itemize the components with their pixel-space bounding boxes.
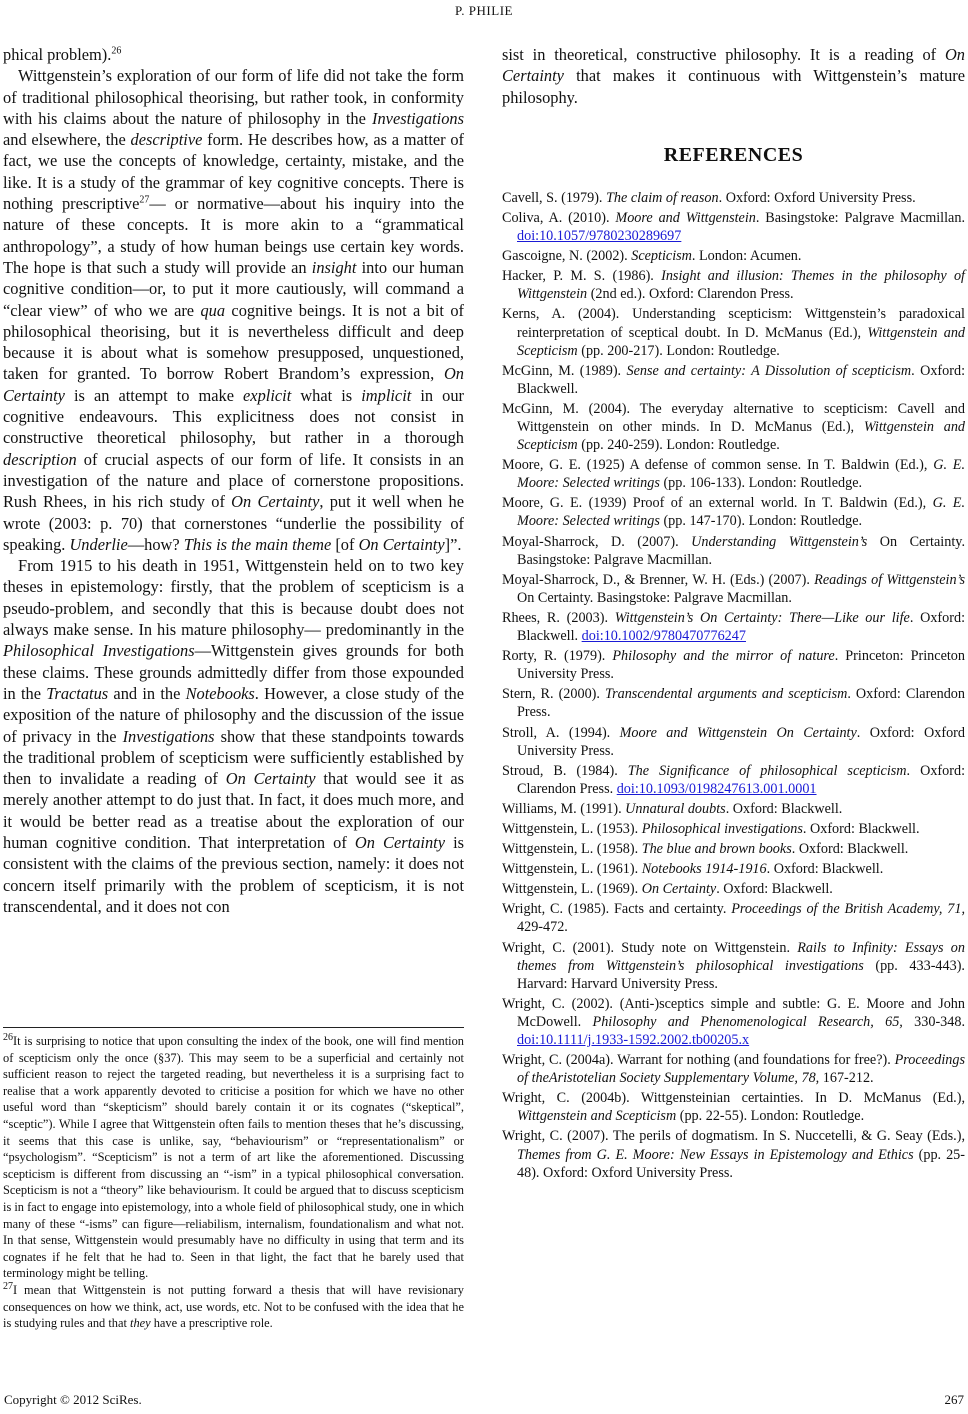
page-number: 267 xyxy=(944,1392,964,1407)
doi-link[interactable]: doi:10.1111/j.1933-1592.2002.tb00205.x xyxy=(517,1032,750,1049)
reference-item: Coliva, A. (2010). Moore and Wittgenstein. Basingstoke: Palgrave Macmillan. doi:10.1057/9780230289697 xyxy=(502,209,965,245)
footnote-divider xyxy=(3,1027,464,1028)
reference-item: McGinn, M. (1989). Sense and certainty: A Dissolution of scepticism. Oxford: Blackwell. xyxy=(502,362,966,397)
paragraph-2: Wittgenstein’s exploration of our form of life did not take the form of traditional philosophical theorising, but rather took, in conformity with his claims about the nature of philosophy in the Investigations and elsewhere, the descriptive form. He describes how, as a matter of fact, we use the concepts of knowledge, certainty, mistake, and the like. It is a study of the grammar of key cognitive concepts. There is nothing prescriptive$^{27}$— or normative—about his inquiry into the nature of these concepts. It is more akin to a “grammatical anthropology”, a study of how human beings use certain key words. The hope is that such a study will provide an insight into our human cognitive condition—or, to put it more cautiously, will command a “clear view” of who we are qua cognitive beings. It is not a bit of philosophical theorising, but it is nevertheless difficult and deep because it is about what is somehow presupposed, unquestioned, taken for granted. To borrow Robert Brandom’s expression, On Certainty is an attempt to make explicit what is implicit in our cognitive endeavours. This explicitness does not consist in constructive theoretical philosophy, but rather in a thorough description of crucial aspects of our form of life. It consists in an investigation of the nature and place of cornerstone propositions. Rush Rhees, in his rich study of On Certainty, put it well when he wrote (2003: p. 70) that cornerstones “underlie the possibility of speaking. Underlie—how? This is the main theme [of On Certainty]”. xyxy=(3,66,465,554)
doi-link[interactable]: doi:10.1093/0198247613.001.0001 xyxy=(616,780,817,797)
reference-item: Cavell, S. (1979). The claim of reason. Oxford: Oxford University Press. xyxy=(502,189,916,206)
reference-item: Wright, C. (2004a). Warrant for nothing (and foundations for free?). Proceedings of theAristotelian Society Supplementary Volume, 78, 167-212. xyxy=(502,1052,965,1087)
reference-item: Wright, C. (2007). The perils of dogmatism. In S. Nuccetelli, & G. Seay (Eds.), Themes from G. E. Moore: New Essays in Epistemology and Ethics (pp. 25-48). Oxford: Oxford University Press. xyxy=(502,1128,966,1181)
reference-item: Stroud, B. (1984). The Significance of philosophical scepticism. Oxford: Clarendon Press. doi:10.1093/0198247613.001.0001 xyxy=(502,762,966,797)
references-heading: REFERENCES xyxy=(663,143,804,166)
reference-item: Moyal-Sharrock, D. (2007). Understanding Wittgenstein’s On Certainty. Basingstoke: Palgrave Macmillan. xyxy=(502,533,965,568)
reference-list xyxy=(502,189,965,1182)
reference-item: Stern, R. (2000). Transcendental arguments and scepticism. Oxford: Clarendon Press. xyxy=(502,686,965,721)
footnote-26: $^{26}$It is surprising to notice that upon consulting the index of the book, one will find mention of scepticism only the once (§37). This may seem to be a superficial and certainly not sufficient reason to reject the targeted reading, but nevertheless it is a surprising fact to realise that a work apparently devoted to criticise a position for which we have no other useful word than “skepticism” should barely contain it or its cognates (“skeptical”, “sceptic”). While I agree that Wittgenstein often fails to mention theses that he’s discussing, it seems that this case is unlike, say, “behaviourism” or “representationalism” or “psychologism”. “Scepticism” is not a term of art like the aforementioned. Discussing scepticism is different from discussing an “-ism” in a typical philosophical conversation. Scepticism is not a “theory” like behaviourism. It could be argued that to discuss scepticism is in fact to engage into epistemology, into a whole field of philosophical study, one in which many of these “-isms” can figure—reliabilism, internalism, foundationalism and what not. In that sense, Wittgenstein would presumably have no difficulty in using that term and its cognates if he felt that he had to. Seen in that light, the fact that he barely used that terminology might be telling. xyxy=(3,1031,464,1281)
reference-item: Kerns, A. (2004). Understanding scepticism: Wittgenstein’s paradoxical reinterpretation of sceptical doubt. In D. McManus (Ed.), Wittgenstein and Scepticism (pp. 200-217). London: Routledge. xyxy=(502,306,966,359)
reference-item: Wittgenstein, L. (1961). Notebooks 1914-1916. Oxford: Blackwell. xyxy=(502,861,884,878)
reference-item: Stroll, A. (1994). Moore and Wittgenstein On Certainty. Oxford: Oxford University Press. xyxy=(502,724,965,759)
reference-item: Wright, C. (2004b). Wittgensteinian certainties. In D. McManus (Ed.), Wittgenstein and Scepticism (pp. 22-55). London: Routledge. xyxy=(502,1090,965,1125)
left-column xyxy=(3,44,465,1331)
reference-item: Rhees, R. (2003). Wittgenstein’s On Certainty: There—Like our life. Oxford: Blackwell. doi:10.1002/9780470776247 xyxy=(502,609,966,645)
doi-link[interactable]: doi:10.1002/9780470776247 xyxy=(581,628,746,645)
running-head: P. PHILIE xyxy=(455,3,513,18)
paragraph-3: From 1915 to his death in 1951, Wittgenstein held on to two key theses in epistemology: firstly, that the problem of scepticism is a pseudo-problem, and secondly that this is because doubt does not always make sense. In his mature philosophy— predominantly in the Philosophical Investigations—Wittgenstein gives grounds for both these claims. These grounds admittedly differ from those expounded in the Tractatus and in the Notebooks. However, a close study of the exposition of the nature of philosophy and the discussion of the issue of privacy in the Investigations show that these standpoints towards the traditional problem of scepticism were sufficiently established by then to invalidate a reading of On Certainty that would see it as merely another attempt to do just that. In fact, it does much more, and it would be better read as a treatise about the exploration of our human cognitive condition. That interpretation of On Certainty is consistent with the claims of the previous section, namely: it does not concern itself primarily with the problem of scepticism, it is not transcendental, and it does not con xyxy=(3,556,465,916)
reference-item: Moore, G. E. (1925) A defense of common sense. In T. Baldwin (Ed.), G. E. Moore: Selected writings (pp. 106-133). London: Routledge. xyxy=(502,457,965,492)
reference-item: Hacker, P. M. S. (1986). Insight and illusion: Themes in the philosophy of Wittgenstein (2nd ed.). Oxford: Clarendon Press. xyxy=(502,268,965,303)
reference-item: Wittgenstein, L. (1969). On Certainty. Oxford: Blackwell. xyxy=(502,881,833,898)
paragraph-1: phical problem).$^{26}$ xyxy=(3,45,122,64)
doi-link[interactable]: doi:10.1057/9780230289697 xyxy=(517,228,682,245)
footnote-ref-27[interactable]: 27 xyxy=(139,194,150,206)
reference-item: Wittgenstein, L. (1958). The blue and brown books. Oxford: Blackwell. xyxy=(502,841,909,858)
reference-item: Williams, M. (1991). Unnatural doubts. Oxford: Blackwell. xyxy=(502,800,843,817)
right-column xyxy=(502,44,965,1184)
reference-item: McGinn, M. (2004). The everyday alternative to scepticism: Cavell and Wittgenstein on other minds. In D. McManus (Ed.), Wittgenstein and Scepticism (pp. 240-259). London: Routledge. xyxy=(502,400,966,454)
reference-item: Wittgenstein, L. (1953). Philosophical investigations. Oxford: Blackwell. xyxy=(502,820,920,837)
reference-item: Gascoigne, N. (2002). Scepticism. London: Acumen. xyxy=(502,248,802,265)
reference-item: Moyal-Sharrock, D., & Brenner, W. H. (Eds.) (2007). Readings of Wittgenstein’s On Certainty. Basingstoke: Palgrave Macmillan. xyxy=(502,571,965,606)
copyright-notice: Copyright © 2012 SciRes. xyxy=(4,1392,142,1407)
reference-item: Wright, C. (2002). (Anti-)sceptics simple and subtle: G. E. Moore and John McDowell. Philosophy and Phenomenological Research, 65, 330-348. doi:10.1111/j.1933-1592.2002.tb00205.x xyxy=(502,995,965,1049)
footnote-ref-26[interactable]: 26 xyxy=(111,45,122,57)
footnote-27: $^{27}$I mean that Wittgenstein is not putting forward a thesis that will have revisionary consequences on how we think, act, use words, etc. Not to be confused with the idea that he is studying rules and that they have a prescriptive role. xyxy=(3,1280,464,1331)
paragraph-continued: sist in theoretical, constructive philosophy. It is a reading of On Certainty that makes it continuous with Wittgenstein’s mature philosophy. xyxy=(502,45,965,107)
reference-item: Wright, C. (2001). Study note on Wittgenstein. Rails to Infinity: Essays on themes from Wittgenstein’s philosophical investigations (pp. 433-443). Harvard: Harvard University Press. xyxy=(502,939,965,992)
reference-item: Rorty, R. (1979). Philosophy and the mirror of nature. Princeton: Princeton University Press. xyxy=(502,648,965,683)
reference-item: Moore, G. E. (1939) Proof of an external world. In T. Baldwin (Ed.), G. E. Moore: Selected writings (pp. 147-170). London: Routledge. xyxy=(502,495,966,530)
reference-item: Wright, C. (1985). Facts and certainty. Proceedings of the British Academy, 71, 429-472. xyxy=(502,901,965,936)
footnotes xyxy=(3,1033,464,1332)
